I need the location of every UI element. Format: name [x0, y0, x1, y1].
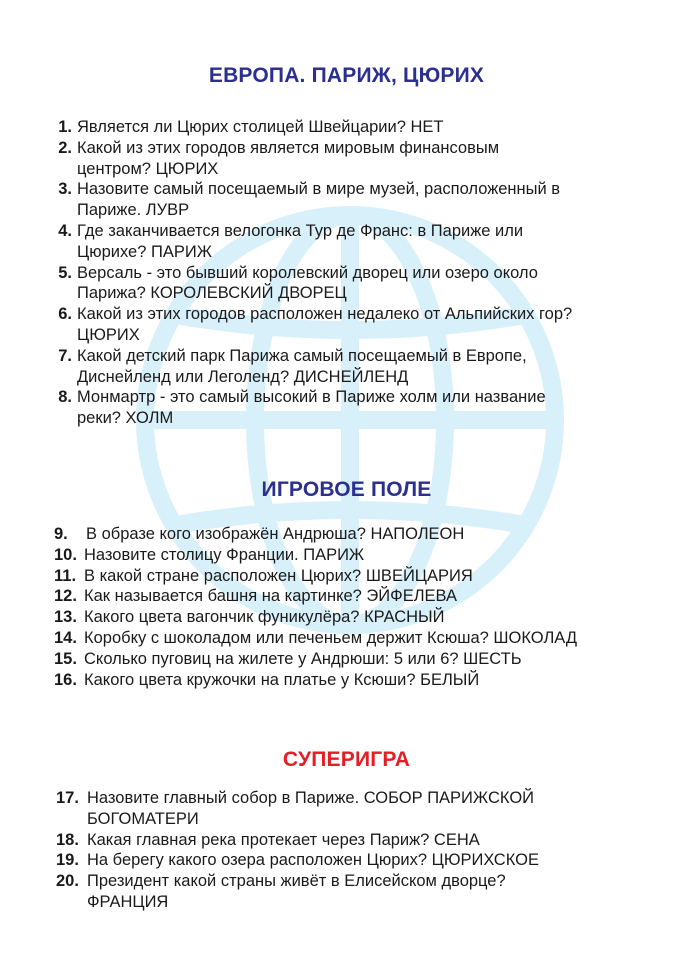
question-line: Сколько пуговиц на жилете у Андрюши: 5 или 6? ШЕСТЬ	[84, 649, 522, 668]
question-number: 3.	[58, 180, 72, 199]
question-number: 5.	[58, 263, 72, 282]
question-item	[54, 628, 654, 649]
question-item	[54, 649, 654, 670]
question-number: 4.	[58, 221, 72, 240]
question-list-europe	[56, 117, 646, 429]
question-line: Где заканчивается велогонка Тур де Франс: в Париже или	[77, 221, 524, 240]
question-line: Назовите столицу Франции. ПАРИЖ	[84, 545, 365, 564]
question-item	[56, 179, 646, 221]
question-line: реки? ХОЛМ	[77, 409, 174, 428]
question-line: центром? ЦЮРИХ	[77, 159, 219, 178]
section-title-game-field: ИГРОВОЕ ПОЛЕ	[261, 478, 432, 501]
question-number: 20.	[56, 872, 79, 891]
question-line: Коробку с шоколадом или печеньем держит Ксюша? ШОКОЛАД	[84, 628, 578, 647]
question-line: Какая главная река протекает через Париж? СЕНА	[87, 830, 480, 849]
question-number: 14.	[54, 628, 77, 647]
question-line: Монмартр - это самый высокий в Париже холм или название	[77, 388, 546, 407]
question-list-game-field	[54, 524, 654, 690]
question-number: 6.	[58, 305, 72, 324]
question-number: 17.	[56, 789, 79, 807]
question-number: 12.	[54, 587, 77, 606]
question-line: Назовите главный собор в Париже. СОБОР ПАРИЖСКОЙ	[87, 789, 535, 807]
section-title-supergame: СУПЕРИГРА	[282, 748, 411, 771]
question-line: Цюрихе? ПАРИЖ	[77, 242, 212, 261]
question-item	[56, 830, 646, 851]
question-line: Как называется башня на картинке? ЭЙФЕЛЕВА	[84, 587, 457, 606]
question-line: Какого цвета кружочки на платье у Ксюши? БЕЛЫЙ	[84, 670, 480, 689]
question-line: Является ли Цюрих столицей Швейцарии? НЕТ	[77, 118, 444, 136]
question-item	[56, 263, 646, 305]
question-number: 11.	[54, 566, 77, 585]
question-line: ФРАНЦИЯ	[87, 892, 169, 911]
question-number: 1.	[58, 118, 72, 136]
question-line: Какого цвета вагончик фуникулёра? КРАСНЫЙ	[84, 608, 445, 627]
question-number: 13.	[54, 608, 77, 627]
question-item	[54, 607, 654, 628]
question-line: Какой из этих городов расположен недалеко от Альпийских гор?	[77, 305, 573, 324]
question-line: Парижа? КОРОЛЕВСКИЙ ДВОРЕЦ	[77, 284, 347, 303]
question-line: Какой детский парк Парижа самый посещаемый в Европе,	[77, 346, 527, 365]
question-item	[56, 346, 646, 388]
question-number: 9.	[54, 525, 68, 543]
question-number: 18.	[56, 830, 79, 849]
question-item	[54, 566, 654, 587]
question-line: Какой из этих городов является мировым финансовым	[77, 138, 500, 157]
question-item	[54, 545, 654, 566]
question-number: 10.	[54, 545, 77, 564]
question-line: БОГОМАТЕРИ	[87, 809, 199, 828]
question-item	[56, 117, 646, 138]
question-number: 8.	[58, 388, 72, 407]
question-item	[56, 387, 646, 429]
question-number: 15.	[54, 649, 77, 668]
question-item	[54, 586, 654, 607]
question-line: На берегу какого озера расположен Цюрих? ЦЮРИХСКОЕ	[87, 851, 539, 870]
question-line: Париже. ЛУВР	[77, 201, 190, 220]
question-number: 7.	[58, 346, 72, 365]
question-item	[56, 221, 646, 263]
question-item	[56, 788, 646, 830]
question-item	[54, 524, 654, 545]
section-title-europe: ЕВРОПА. ПАРИЖ, ЦЮРИХ	[208, 64, 485, 87]
question-number: 2.	[58, 138, 72, 157]
question-item	[54, 670, 654, 691]
question-item	[56, 871, 646, 913]
question-list-supergame	[56, 788, 646, 913]
question-line: Диснейленд или Леголенд? ДИСНЕЙЛЕНД	[77, 367, 409, 386]
question-line: Назовите самый посещаемый в мире музей, расположенный в	[77, 180, 561, 199]
question-item	[56, 850, 646, 871]
question-line: В образе кого изображён Андрюша? НАПОЛЕОН	[86, 525, 465, 543]
question-line: В какой стране расположен Цюрих? ШВЕЙЦАРИЯ	[84, 566, 473, 585]
question-line: ЦЮРИХ	[77, 325, 140, 344]
question-line: Президент какой страны живёт в Елисейском дворце?	[87, 872, 506, 891]
question-number: 19.	[56, 851, 79, 870]
question-number: 16.	[54, 670, 77, 689]
question-line: Версаль - это бывший королевский дворец или озеро около	[77, 263, 538, 282]
question-item	[56, 138, 646, 180]
question-item	[56, 304, 646, 346]
